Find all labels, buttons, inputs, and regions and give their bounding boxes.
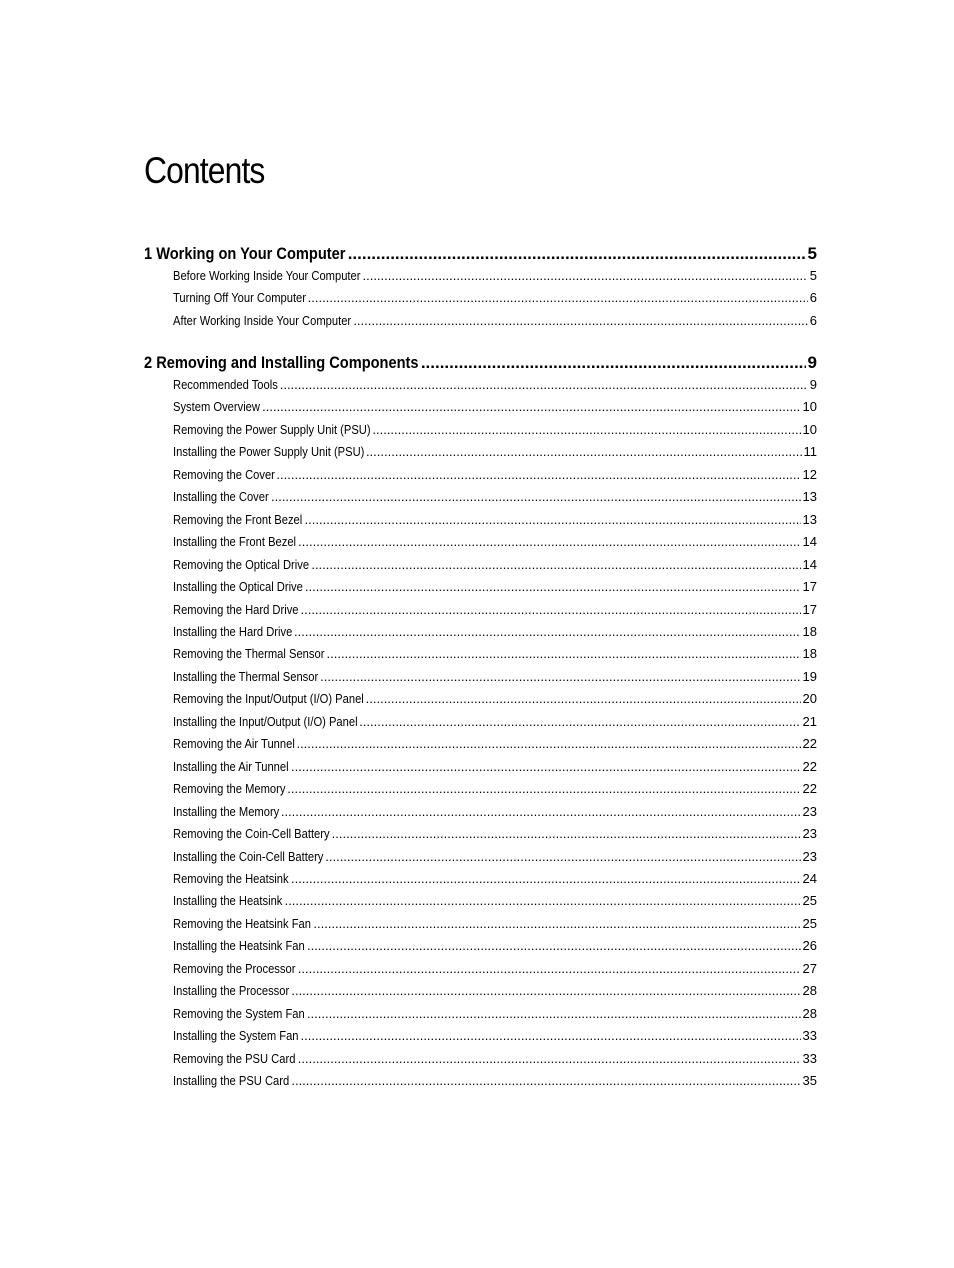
entry-page-number: 22: [802, 781, 817, 797]
entry-page-number: 35: [802, 1072, 817, 1088]
dot-leader: [298, 961, 801, 976]
dot-leader: [307, 1006, 801, 1021]
dot-leader: [291, 759, 801, 774]
dot-leader: [300, 602, 800, 617]
dot-leader: [308, 290, 808, 305]
toc-entry[interactable]: [173, 893, 817, 911]
toc-entry[interactable]: [173, 961, 817, 979]
entry-page-number: 23: [802, 826, 817, 841]
entry-page-number: 28: [802, 1005, 817, 1021]
entry-title: Installing the Memory: [173, 803, 280, 819]
entry-page-number: 25: [802, 893, 817, 909]
toc-entry[interactable]: [173, 669, 817, 687]
entry-page-number: 11: [803, 444, 817, 460]
entry-page-number: 23: [802, 848, 817, 864]
entry-page-number: 22: [802, 736, 817, 752]
dot-leader: [372, 422, 800, 437]
toc-entry[interactable]: [173, 983, 817, 1001]
dot-leader: [332, 826, 801, 841]
entry-page-number: 18: [802, 624, 817, 639]
entry-title: Removing the Optical Drive: [173, 556, 310, 572]
entry-title: Installing the System Fan: [173, 1028, 299, 1043]
toc-entry[interactable]: [173, 489, 817, 507]
dot-leader: [305, 579, 801, 594]
toc-entry[interactable]: [173, 467, 817, 485]
dot-leader: [287, 781, 800, 796]
entry-title: Installing the Input/Output (I/O) Panel: [173, 713, 358, 729]
entry-title: Removing the Front Bezel: [173, 511, 303, 527]
entry-title: Installing the Front Bezel: [173, 534, 297, 550]
dot-leader: [296, 736, 800, 751]
dot-leader: [262, 399, 800, 414]
chapter-page-number: 9: [807, 353, 817, 372]
chapter-entry[interactable]: [144, 353, 817, 375]
toc-entry[interactable]: [173, 849, 817, 867]
dot-leader: [285, 893, 801, 908]
toc-entry[interactable]: [173, 399, 817, 417]
entry-title: After Working Inside Your Computer: [173, 312, 352, 328]
entry-page-number: 17: [802, 601, 817, 617]
entry-title: Installing the Hard Drive: [173, 624, 293, 639]
dot-leader: [276, 467, 800, 482]
entry-title: Installing the Cover: [173, 489, 269, 505]
entry-title: Turning Off Your Computer: [173, 290, 307, 306]
entry-title: Removing the System Fan: [173, 1005, 305, 1021]
entry-title: Before Working Inside Your Computer: [173, 268, 361, 283]
toc-entry[interactable]: [173, 871, 817, 889]
dot-leader: [366, 444, 802, 459]
dot-leader: [294, 624, 800, 639]
entry-page-number: 5: [809, 268, 817, 283]
entry-title: Installing the Coin-Cell Battery: [173, 848, 324, 864]
toc-entry[interactable]: [173, 781, 817, 799]
dot-leader: [311, 557, 800, 572]
toc-entry[interactable]: [173, 1006, 817, 1024]
toc-entry[interactable]: [173, 804, 817, 822]
entry-title: Installing the Processor: [173, 983, 290, 999]
entry-title: Removing the Thermal Sensor: [173, 646, 325, 662]
entry-page-number: 10: [802, 399, 817, 415]
entry-page-number: 14: [802, 534, 817, 550]
dot-leader: [307, 938, 801, 953]
entry-title: Removing the Processor: [173, 960, 296, 976]
toc-entry[interactable]: [173, 512, 817, 530]
toc-entry[interactable]: [173, 691, 817, 709]
toc-entry[interactable]: [173, 938, 817, 956]
entry-page-number: 19: [802, 668, 817, 684]
toc-entry[interactable]: [173, 422, 817, 440]
dot-leader: [348, 244, 806, 264]
entry-page-number: 17: [802, 579, 817, 594]
chapter-title: 1 Working on Your Computer: [144, 244, 346, 263]
toc-entry[interactable]: [173, 377, 817, 395]
toc-entry[interactable]: [173, 268, 817, 286]
entry-title: Installing the Power Supply Unit (PSU): [173, 444, 365, 460]
toc-entry[interactable]: [173, 534, 817, 552]
toc-entry[interactable]: [173, 736, 817, 754]
chapter-entry[interactable]: [144, 244, 817, 266]
entry-title: Removing the PSU Card: [173, 1050, 296, 1066]
entry-title: System Overview: [173, 399, 260, 415]
entry-title: Removing the Memory: [173, 781, 286, 797]
entry-page-number: 28: [802, 983, 817, 999]
dot-leader: [271, 489, 801, 504]
entry-page-number: 20: [802, 691, 817, 707]
dot-leader: [298, 1051, 801, 1066]
chapter-page-number: 5: [807, 244, 817, 263]
toc-entry[interactable]: [173, 290, 817, 308]
toc-entry[interactable]: [173, 714, 817, 732]
entry-title: Removing the Cover: [173, 466, 275, 482]
dot-leader: [305, 512, 801, 527]
toc-entry[interactable]: [173, 1028, 817, 1046]
toc-entry[interactable]: [173, 646, 817, 664]
entry-page-number: 21: [802, 713, 817, 729]
toc-entry[interactable]: [173, 579, 817, 597]
entry-page-number: 22: [802, 758, 817, 774]
entry-page-number: 33: [802, 1028, 817, 1043]
entry-title: Removing the Heatsink Fan: [173, 915, 311, 931]
entry-page-number: 6: [809, 312, 817, 328]
entry-title: Installing the Air Tunnel: [173, 758, 289, 774]
entry-page-number: 6: [809, 290, 817, 306]
entry-title: Removing the Heatsink: [173, 870, 289, 886]
toc-entry[interactable]: [173, 1073, 817, 1091]
entry-page-number: 33: [802, 1050, 817, 1066]
entry-title: Removing the Power Supply Unit (PSU): [173, 421, 371, 437]
toc-entry[interactable]: [173, 313, 817, 331]
toc-entry[interactable]: [173, 444, 817, 462]
entry-title: Installing the Optical Drive: [173, 579, 303, 594]
dot-leader: [327, 646, 801, 661]
toc-entry[interactable]: [173, 624, 817, 642]
toc-entry[interactable]: [173, 557, 817, 575]
toc-entry[interactable]: [173, 1051, 817, 1069]
dot-leader: [362, 268, 807, 283]
entry-title: Recommended Tools: [173, 377, 278, 392]
toc-entry[interactable]: [173, 602, 817, 620]
entry-page-number: 23: [802, 803, 817, 819]
entry-page-number: 25: [802, 915, 817, 931]
entry-page-number: 13: [802, 489, 817, 505]
dot-leader: [291, 871, 801, 886]
dot-leader: [298, 534, 800, 549]
entry-title: Installing the Heatsink Fan: [173, 938, 305, 954]
entry-page-number: 12: [802, 466, 817, 482]
entry-title: Installing the PSU Card: [173, 1072, 290, 1088]
entry-page-number: 10: [802, 421, 817, 437]
entry-page-number: 13: [802, 511, 817, 527]
dot-leader: [366, 691, 801, 706]
entry-page-number: 14: [802, 556, 817, 572]
entry-title: Removing the Air Tunnel: [173, 736, 295, 752]
entry-title: Removing the Coin-Cell Battery: [173, 826, 330, 841]
dot-leader: [325, 849, 800, 864]
dot-leader: [353, 313, 807, 328]
dot-leader: [281, 804, 801, 819]
entry-page-number: 26: [802, 938, 817, 954]
dot-leader: [280, 377, 808, 392]
dot-leader: [291, 1073, 800, 1088]
entry-page-number: 9: [809, 377, 817, 392]
dot-leader: [301, 1028, 801, 1043]
dot-leader: [320, 669, 800, 684]
page-title: Contents: [144, 150, 265, 191]
entry-page-number: 27: [802, 960, 817, 976]
toc-entry[interactable]: [173, 916, 817, 934]
entry-title: Installing the Thermal Sensor: [173, 668, 319, 684]
toc-entry[interactable]: [173, 826, 817, 844]
entry-title: Removing the Input/Output (I/O) Panel: [173, 691, 364, 707]
dot-leader: [313, 916, 800, 931]
dot-leader: [291, 983, 800, 998]
entry-title: Removing the Hard Drive: [173, 601, 299, 617]
entry-page-number: 18: [802, 646, 817, 662]
entry-title: Installing the Heatsink: [173, 893, 283, 909]
entry-page-number: 24: [802, 870, 817, 886]
dot-leader: [421, 353, 806, 373]
toc-entry[interactable]: [173, 759, 817, 777]
dot-leader: [359, 714, 800, 729]
chapter-title: 2 Removing and Installing Components: [144, 353, 419, 372]
